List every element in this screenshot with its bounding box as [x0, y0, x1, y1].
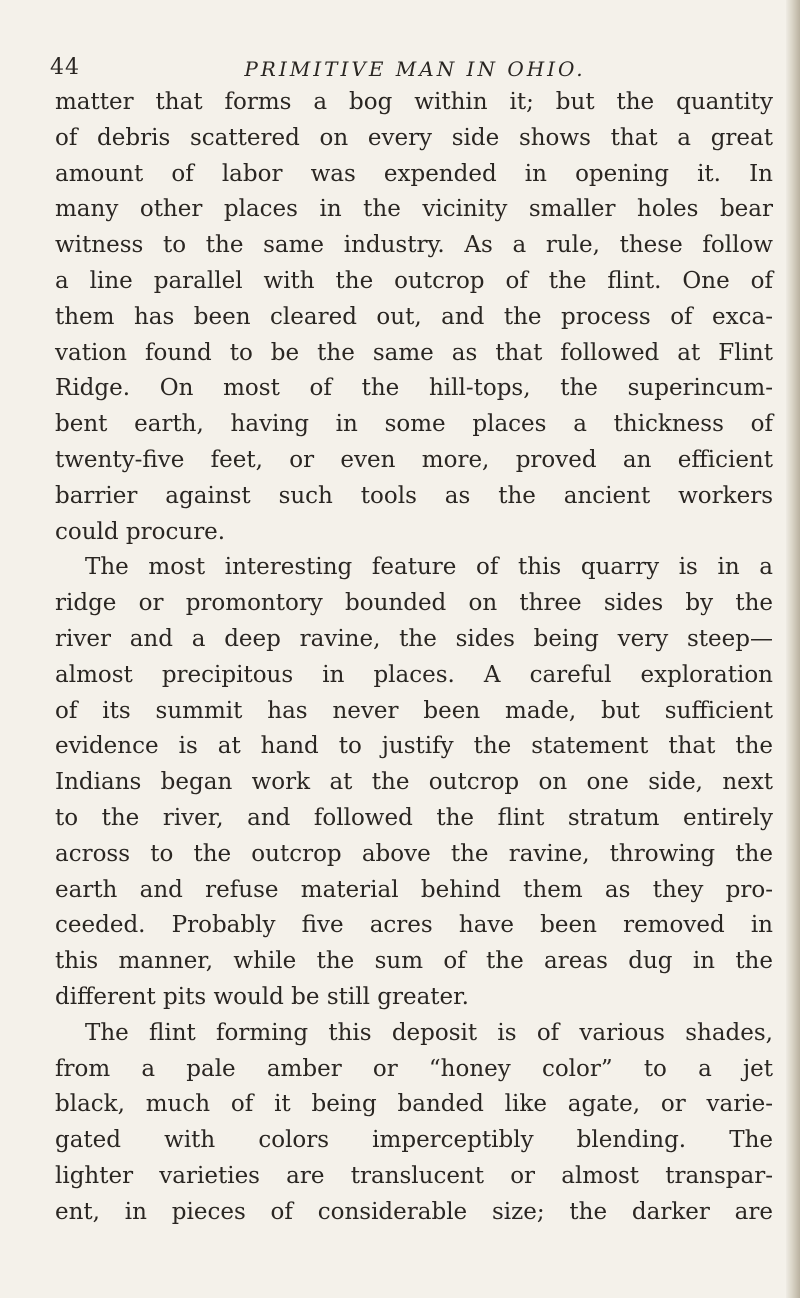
text-line: black, much of it being banded like agate, or varie- [55, 1091, 773, 1118]
page-header [50, 55, 780, 87]
text-line: across to the outcrop above the ravine, throwing the [55, 840, 773, 867]
text-line: earth and refuse material behind them as they pro- [55, 876, 773, 903]
text-line: them has been cleared out, and the process of exca- [55, 303, 773, 330]
text-line: of debris scattered on every side shows that a great [55, 124, 773, 151]
text-line: river and a deep ravine, the sides being very steep— [55, 625, 773, 652]
paragraph-end-line: different pits would be still greater. [55, 983, 469, 1010]
text-line: many other places in the vicinity smaller holes bear [55, 196, 773, 223]
paragraph-end-line: could procure. [55, 518, 226, 545]
text-line: to the river, and followed the flint stratum entirely [55, 804, 773, 831]
text-line: ceeded. Probably five acres have been removed in [55, 912, 773, 939]
body-text [55, 85, 773, 1231]
text-line: gated with colors imperceptibly blending. The [55, 1127, 773, 1154]
text-line: this manner, while the sum of the areas dug in the [55, 948, 773, 975]
text-line: bent earth, having in some places a thickness of [55, 411, 773, 438]
running-head: PRIMITIVE MAN IN OHIO. [244, 57, 586, 81]
text-line: twenty-five feet, or even more, proved an efficient [55, 446, 773, 473]
text-line: almost precipitous in places. A careful exploration [55, 661, 773, 688]
text-line: a line parallel with the outcrop of the flint. One of [55, 267, 773, 294]
text-line: of its summit has never been made, but sufficient [55, 697, 773, 724]
text-line: Indians began work at the outcrop on one side, next [55, 769, 773, 796]
text-line: amount of labor was expended in opening it. In [55, 160, 773, 187]
paragraph-start-line: The most interesting feature of this quarry is in a [85, 554, 773, 581]
text-line: ent, in pieces of considerable size; the darker are [55, 1198, 773, 1225]
text-line: barrier against such tools as the ancient workers [55, 482, 773, 509]
text-line: lighter varieties are translucent or almost transpar- [55, 1162, 773, 1189]
page-number: 44 [50, 55, 80, 80]
text-line: evidence is at hand to justify the statement that the [55, 733, 773, 760]
text-line: Ridge. On most of the hill-tops, the superincum- [55, 375, 773, 402]
text-line: from a pale amber or “honey color” to a jet [55, 1055, 773, 1082]
text-line: witness to the same industry. As a rule, these follow [55, 232, 773, 259]
text-line: matter that forms a bog within it; but the quantity [55, 89, 773, 115]
page-edge-shadow [786, 0, 800, 1298]
text-line: ridge or promontory bounded on three sides by the [55, 590, 773, 617]
paragraph-start-line: The flint forming this deposit is of various shades, [85, 1019, 773, 1046]
text-line: vation found to be the same as that followed at Flint [55, 339, 773, 366]
